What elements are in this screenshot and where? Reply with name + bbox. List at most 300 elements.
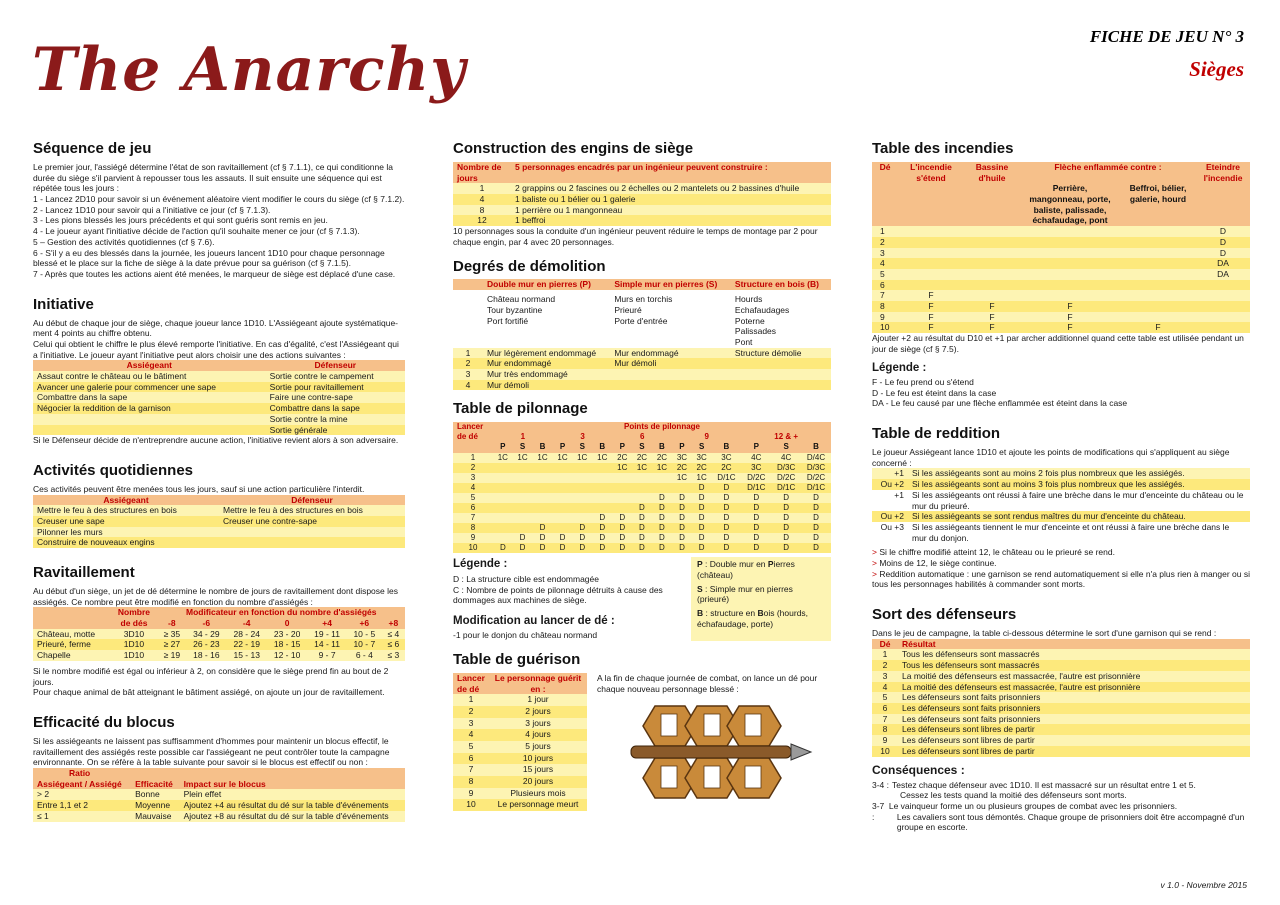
table-cell: 4 [479,194,485,204]
table-cell: 6 [880,279,885,290]
legend-item: C : Nombre de points de pilonnage détruits à cause des dommages aux machines de siège. [453,584,663,606]
table-row [872,511,1250,522]
table-cell: D [619,513,626,523]
table-row [33,527,405,538]
column-header: +6 [359,618,370,629]
table-cell: 1C [517,452,528,462]
table-cell: 7 [468,764,474,775]
section-reddition [872,425,1250,590]
table-cell: 3 [465,369,471,380]
table-row [33,650,405,661]
table-row [872,479,1250,490]
table-cell: D [783,513,790,523]
column-header: S [698,442,705,452]
table-cell: D [559,543,566,553]
bullet-note: > Moins de 12, le siège continue. [872,558,997,569]
table-cell: F [928,311,934,322]
table-cell [1020,248,1120,259]
section-title: Table de guérison [453,651,581,669]
table-row [872,746,1250,757]
structure-type: Echafaudages [734,304,790,315]
sort-table [872,639,1250,757]
table-cell [1196,301,1250,312]
paragraph: -1 pour le donjon du château normand [453,630,598,641]
table-cell: F [989,322,995,333]
table-cell: 2C [636,452,648,462]
table-cell: D [723,502,730,512]
table-cell: 2 grappins ou 2 fascines ou 2 échelles ou 2 mantelets ou 2 bassines d'huile [515,183,800,194]
table-cell [493,473,513,483]
table-cell [731,290,831,348]
table-cell: 4 [882,681,888,692]
table-row [453,776,587,788]
table-cell: Si les assiégeants ont réussi à faire une brèche dans le mur d'enceinte du château ou le mur du prieuré. [912,489,1244,511]
table-cell [219,537,405,548]
sheet-subtitle: Sièges [1189,57,1244,81]
paragraph: Le premier jour, l'assiégé détermine l'état de son ravitaillement (cf § 7.1.1), ce qui conditionne la durée du siège s'il parvient à repousser tous les assauts. Il suit ensuite une séquence qui est répétée tous les jours : [33,161,393,194]
column-header [872,183,898,226]
table-cell: 1 [880,226,885,237]
table-row [453,493,831,503]
table-row [872,522,1250,543]
table-cell [1120,226,1196,237]
paragraph: Dans le jeu de campagne, la table ci-dessous détermine le sort d'une garnison qui se rend : [872,628,1217,639]
reddition-table [872,468,1250,543]
consequence-item: 3-7 : Le vainqueur forme un ou plusieurs groupes de combat avec les prisonniers. Les cavaliers sont tous démontés. Chaque groupe de prisonniers doit être accompagné d'un groupe en escorte. [872,801,1245,833]
table-cell: 7 [882,713,888,724]
table-row [453,348,831,359]
table-cell: 2 jours [525,706,551,717]
activites-table [33,495,405,549]
table-cell: 5 [470,492,476,502]
column-header: Dé [879,161,891,172]
table-cell: 2 [470,462,476,472]
table-row [453,183,831,194]
column-header [964,183,1020,226]
table-cell: Assaut contre le château ou le bâtiment [37,371,187,382]
column-header [453,279,483,290]
column-header: -8 [168,618,176,629]
table-cell: D [698,543,705,553]
table-cell: Château, motte [37,628,96,639]
table-cell: D [579,533,586,543]
table-cell [1120,312,1196,323]
table-cell: 1 [470,452,476,462]
table-cell: 10 [466,799,476,810]
table-cell: 2C [676,462,688,472]
table-cell: 1D10 [123,650,145,661]
table-cell [898,237,964,248]
table-cell [493,513,513,523]
table-row [872,301,1250,312]
column-header: B [539,442,546,452]
table-cell [572,503,592,513]
section-title: Construction des engins de siège [453,140,694,157]
table-cell: D/4C [806,452,826,462]
table-cell: > 2 [37,789,50,800]
section-pilonnage [453,400,831,641]
column-header: Nombre [117,607,151,618]
paragraph: A la fin de chaque journée de combat, on lance un dé pour chaque nouveau personnage blessé : [597,673,818,694]
structure-type: Tour byzantine [487,304,543,315]
paragraph: Celui qui obtient le chiffre le plus élevé remporte l'initiative. En cas d'égalité, c'est l'Assiégeant qui a l'initiative. Le joueur ayant l'initiative peut alors choisir une des actions suivantes : [33,338,399,360]
table-cell: D/1C [717,472,736,482]
table-cell: 4 [880,258,885,269]
table-cell: 12 [477,215,487,226]
table-cell: Mur très endommagé [487,369,568,380]
table-cell: D [813,513,819,523]
structure-type: Hourds [734,294,763,305]
table-cell: D [753,523,760,533]
table-cell: D [679,492,685,502]
table-cell: D/2C [777,472,796,482]
table-cell: F [989,311,995,322]
paragraph: Au début d'un siège, un jet de dé détermine le nombre de jours de ravitaillement dont dispose les assiégés. Ce nombre peut être modifié en fonction du nombre d'assiégés : [33,585,398,607]
table-cell: D [599,543,606,553]
table-cell: 1 perrière ou 1 mangonneau [515,204,623,215]
table-cell: 9 [882,735,888,746]
column-header: P [500,442,506,452]
table-cell [1120,258,1196,269]
table-cell [964,258,1020,269]
logo-text: The Anarchy [32,35,467,105]
table-cell: 1C [597,452,608,462]
table-cell: 4 [470,482,476,492]
table-cell [1120,301,1196,312]
table-cell: F [1067,311,1073,322]
subsection-title: Modification au lancer de dé : [453,614,615,627]
table-cell [1020,258,1120,269]
column-header: S [519,442,526,452]
table-cell [553,473,573,483]
column-header: -4 [242,618,251,629]
table-cell: 2C [656,452,668,462]
section-title: Ravitaillement [33,564,135,582]
table-cell [672,483,692,493]
structure-type: Palissades [734,326,777,337]
table-cell: 23 - 20 [273,628,301,639]
table-cell [532,483,552,493]
table-cell [1020,237,1120,248]
table-cell: Les défenseurs sont libres de partir [902,724,1035,735]
table-cell: 1C [636,462,648,472]
table-cell [553,503,573,513]
table-cell [612,503,632,513]
table-cell: D [679,513,685,523]
table-cell: ≥ 19 [163,650,181,661]
table-cell: D [659,492,665,502]
paragraph: Pour chaque animal de bât atteignant le bâtiment assiégé, on ajoute un jour de ravitaillement. [33,687,385,698]
table-cell [513,483,533,493]
table-cell [513,463,533,473]
table-cell: D [813,543,819,553]
table-cell: 26 - 23 [193,639,220,650]
table-cell: D [813,492,819,502]
table-cell: Négocier la reddition de la garnison [37,403,171,414]
table-cell: 2 [882,660,888,671]
column-header: de dés [120,618,148,629]
table-cell: D [579,543,586,553]
table-cell: Mur légèrement endommagé [487,347,597,358]
table-cell [1020,280,1120,291]
table-cell: D [723,513,730,523]
table-cell: 6 - 4 [355,650,373,661]
table-cell [592,483,612,493]
table-cell: Plein effet [183,789,222,800]
column-header: Ratio [69,767,91,778]
initiative-table [33,360,405,435]
table-cell [731,358,831,369]
table-cell: 1C [537,452,548,462]
table-cell [572,463,592,473]
table-cell: 9 [468,787,474,798]
game-logo [28,18,467,118]
table-row [33,403,405,414]
table-row [872,290,1250,301]
column-header: Défenseur [291,494,333,505]
table-row [33,382,405,393]
column-header: 5 personnages encadrés par un ingénieur peuvent construire : [515,161,768,172]
table-cell [1020,290,1120,301]
paragraph: 10 personnages sous la conduite d'un ingénieur peuvent réduire le temps de montage par 2 pour chaque engin, par 4 avec 20 personnages. [453,226,818,247]
table-cell [493,533,513,543]
table-cell: Sortie pour ravitaillement [269,381,364,392]
section-activites [33,462,405,548]
table-cell: Construire de nouveaux engins [37,537,155,548]
table-row [453,194,831,205]
table-cell [553,483,573,493]
table-cell: Les défenseurs sont faits prisonniers [902,713,1041,724]
table-cell [513,503,533,513]
paragraph: 4 - Le joueur ayant l'initiative décide de l'action qu'il souhaite mener ce jour (cf § 7.1.3). [33,226,360,237]
table-cell [1120,269,1196,280]
table-cell: D [698,492,705,502]
legend-item: B : structure en Bois (hourds, échafaudage, porte) [697,608,809,629]
demolition-table [453,279,831,390]
table-cell: D [698,523,705,533]
table-cell [731,380,831,391]
column-header: 3 [580,432,585,442]
column-header: Assiégeant / Assiégé [37,778,122,789]
table-cell: 1C [676,472,688,482]
table-cell: 7 [470,513,476,523]
table-row [872,724,1250,735]
table-cell [898,269,964,280]
section-initiative [33,296,405,446]
column-header: Points de pilonnage [623,422,700,432]
table-cell [513,523,533,533]
section-title: Table des incendies [872,140,1014,157]
table-cell: 2C [721,462,732,472]
table-cell: Les défenseurs sont faits prisonniers [902,702,1041,713]
version-footer: v 1.0 - Novembre 2015 [1160,880,1247,890]
table-cell: 9 [880,311,885,322]
section-title: Séquence de jeu [33,140,152,157]
column-header: Perrière, mangonneau, porte, baliste, palissade, échafaudage, pont [1029,183,1111,226]
section-incendies [872,140,1250,409]
table-cell: D [783,543,790,553]
table-cell: 1C [656,462,668,472]
table-cell [1020,226,1120,237]
table-cell: D [499,543,506,553]
table-cell: D [723,523,730,533]
table-cell [632,493,652,503]
column-header: B [813,442,819,452]
paragraph: 7 - Après que toutes les actions aient été menées, le marqueur de siège est déplacé d'une case. [33,268,396,279]
structure-legend-box [691,557,831,641]
table-cell: D [659,523,665,533]
table-row [453,543,831,553]
table-cell: D [753,513,760,523]
table-cell: D [599,513,606,523]
table-cell [1196,290,1250,301]
table-cell: 1 baliste ou 1 bélier ou 1 galerie [515,194,636,204]
table-cell: +1 [894,489,904,500]
table-row [872,280,1250,291]
table-cell: 3C [721,452,732,462]
table-cell [898,226,964,237]
table-cell: F [928,301,934,312]
table-row [872,703,1250,714]
section-guerison [453,651,831,811]
table-cell: Faire une contre-sape [269,392,353,403]
table-cell: D [723,543,730,553]
section-title: Table de reddition [872,425,1001,443]
table-cell: 8 [882,724,888,735]
table-cell: D [579,523,586,533]
table-cell: 3 [880,247,885,258]
table-cell: Combattre dans la sape [37,392,128,403]
table-cell: 1 [479,183,485,194]
table-cell [964,226,1020,237]
paragraph: 1 - Lancez 2D10 pour savoir si un événement aléatoire vient modifier le cours du siège (cf § 7.1.2). [33,194,405,204]
table-cell: F [928,322,934,333]
table-cell: 3 [470,472,476,482]
column-header: P [559,442,566,452]
table-cell: Mur démoli [614,358,657,369]
table-cell: 8 [470,523,476,533]
table-cell: 8 [468,776,474,787]
table-row [453,718,587,730]
table-cell: D [619,533,626,543]
structure-type: Pont [734,336,753,347]
table-row [453,523,831,533]
column-2 [453,140,831,811]
table-cell: 3C [696,452,707,462]
table-cell: Sortie générale [269,424,328,435]
table-row [453,753,587,765]
table-cell: 10 [468,543,478,553]
table-cell: 1 [468,694,474,705]
column-header [453,442,493,452]
table-cell [592,473,612,483]
table-cell: Avancer une galerie pour commencer une sape [37,381,216,392]
column-header [131,768,179,779]
table-cell [1120,280,1196,291]
table-row [872,671,1250,682]
table-cell [219,527,405,538]
table-cell: D/3C [777,462,796,472]
table-cell: 4 jours [525,729,551,740]
table-cell: Pilonner les murs [37,526,103,537]
table-row [453,729,587,741]
section-title: Table de pilonnage [453,400,588,418]
paragraph: Le joueur Assiégeant lance 1D10 et ajoute les points de modifications qui s'appliquent au siège concerné : [872,447,1230,468]
table-cell: Sortie contre la mine [269,413,348,424]
structure-type: Château normand [487,294,556,305]
table-row [33,629,405,640]
column-header: L'incendie s'étend [910,161,952,183]
column-header: +4 [322,618,332,629]
table-cell [493,463,513,473]
table-row [453,473,831,483]
table-cell: 1C [497,452,508,462]
column-1 [33,140,405,822]
table-row [33,811,405,822]
table-cell: F [1067,322,1073,333]
column-header: Résultat [902,638,936,649]
table-cell: 1 [465,347,471,358]
table-cell: D [1219,226,1227,237]
column-header: Dé [879,638,891,649]
table-cell [592,503,612,513]
table-cell: 3 jours [525,717,551,728]
table-cell: Les défenseurs sont libres de partir [902,735,1035,746]
table-row [872,692,1250,703]
table-cell: 34 - 29 [193,628,220,639]
table-cell: Tous les défenseurs sont massacrés [902,660,1040,671]
table-cell: D [639,502,645,512]
column-header: Lancer de dé [457,673,485,694]
table-cell: 18 - 16 [193,650,220,661]
table-row [453,503,831,513]
table-cell: Ajoutez +4 au résultat du dé sur la table d'événements [183,800,389,811]
table-cell [612,473,632,483]
table-cell [610,290,731,348]
table-cell: Mettre le feu à des structures en bois [223,505,363,516]
table-cell: 1 [882,649,888,660]
paragraph: 3 - Les pions blessés les jours précédents et qui sont guéris sont remis en jeu. [33,215,328,226]
table-cell: ≥ 27 [163,639,181,650]
table-cell: D [599,523,606,533]
table-cell: Creuser une contre-sape [223,515,318,526]
table-cell: D [639,523,645,533]
table-row [453,453,831,463]
table-cell [493,483,513,493]
table-cell [553,493,573,503]
table-row [872,735,1250,746]
column-header: Lancer de dé [457,422,484,442]
table-cell: F [928,290,934,301]
table-cell [33,414,266,425]
table-cell [898,248,964,259]
table-row [872,269,1250,280]
blocus-table [33,768,405,822]
table-cell: 9 [470,533,476,543]
table-row [453,358,831,369]
table-cell: Ajoutez +8 au résultat du dé sur la table d'événements [183,810,389,821]
table-cell [453,290,483,348]
table-cell [572,483,592,493]
table-row [453,706,587,718]
table-cell: Mur endommagé [487,358,552,369]
table-row [453,799,587,811]
section-title: Efficacité du blocus [33,713,175,731]
table-cell: D [679,533,685,543]
table-row [33,789,405,800]
column-header: S [639,442,645,452]
table-cell: 1 jour [527,694,549,705]
